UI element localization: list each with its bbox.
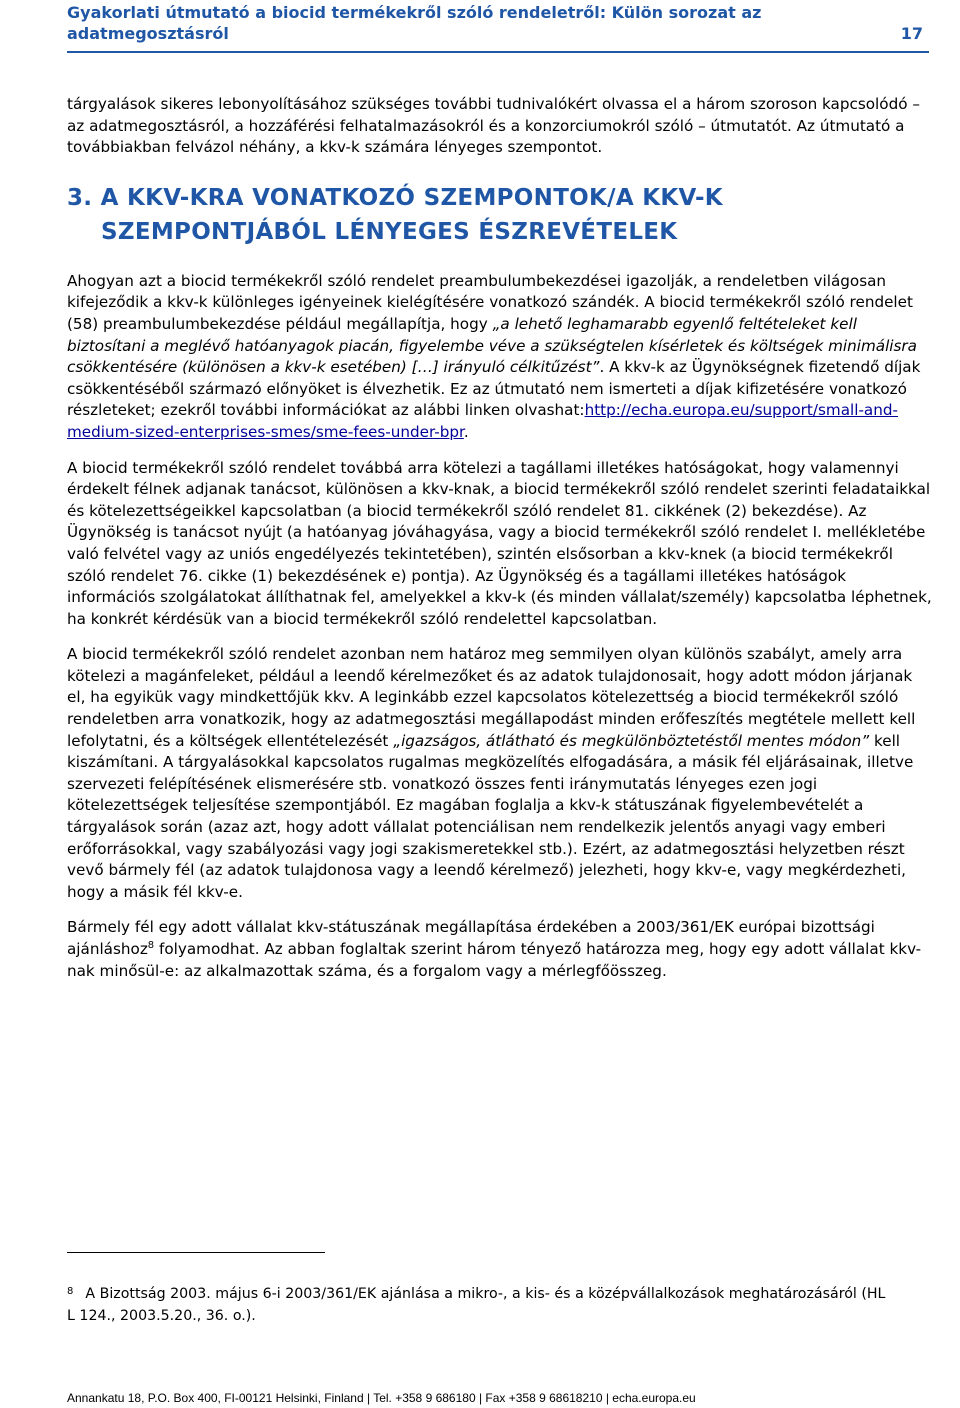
page-number: 17 [900,24,923,43]
footnote-reference[interactable]: 8 [147,939,155,951]
intro-paragraph: tárgyalások sikeres lebonyolításához szükséges további tudnivalókért olvassa el a három szoroson kapcsolódó – az adatmegosztásról, a hozzáférési felhatalmazásokról és a konzorciumokról szóló – útmutatót. Az útmutató a továbbiakban felvázol néhány, a kkv-k számára lényeges szempontot. [67,95,920,157]
paragraph-data-sharing-obligations [67,644,933,903]
paragraph-sme-status [67,917,933,982]
page-header [67,2,923,44]
paragraph-text: Bármely fél egy adott vállalat kkv-státuszának megállapítása érdekében a 2003/361/EK európai bizottsági ajánláshoz [67,918,875,958]
quoted-requirement: „igazságos, átlátható és megkülönböztetéstől mentes módon” [393,731,870,750]
main-content [67,94,933,996]
header-divider [67,51,929,53]
footnote [67,1283,897,1327]
footnote-text: A Bizottság 2003. május 6-i 2003/361/EK ajánlása a mikro-, a kis- és a középvállalkozások meghatározásáról (HL L 124., 2003.5.20., 36. o.). [67,1286,886,1324]
footnote-number: 8 [67,1286,74,1297]
document-title: Gyakorlati útmutató a biocid termékekről szóló rendeletről: Külön sorozat az adatmegosztásról [67,3,762,43]
footnote-divider [67,1252,325,1253]
page-footer: Annankatu 18, P.O. Box 400, FI-00121 Helsinki, Finland | Tel. +358 9 686180 | Fax +358 9 68618210 | echa.europa.eu [67,1391,696,1405]
paragraph-text: . A kkv-k az Ügynökségnek fizetendő díjak csökkentéséből származó előnyöket is élvezhetik. Ez az útmutató nem ismerteti a díjak kifizetésére vonatkozó részleteket; ezekről további információkat az alábbi linken olvashat: [67,358,921,420]
paragraph-text: kell kiszámítani. A tárgyalásokkal kapcsolatos rugalmas megközelítés elfogadására, a másik fél eljárásainak, illetve szervezeti felépítésének elismerésére stb. vonatkozó összes fenti iránymutatás lényeges ezen jogi kötelezettségek teljesítése szempontjából. Ez magában foglalja a kkv-k státuszának figyelembevételét a tárgyalások során (azaz azt, hogy adott vállalat potenciálisan nem rendelkezik jelentős anyagi vagy emberi erőforrásokkal, vagy szabályozási vagy jogi szakismeretekkel stb.). Ezért, az adatmegosztási helyzetben részt vevő bármely fél (az adatok tulajdonosa vagy a leendő kérelmező) jelezheti, hogy kkv-e, vagy megkérdezheti, hogy a másik fél kkv-e. [67,731,914,901]
paragraph-text: . [463,422,469,441]
sme-fees-link[interactable]: http://echa.europa.eu/support/small-and-medium-sized-enterprises-smes/sme-fees-under-bpr [67,401,898,441]
paragraph-text: A biocid termékekről szóló rendelet azonban nem határoz meg semmilyen olyan különös szabályt, amely arra kötelezi a magánfeleket, például a leendő kérelmezőket és az adatok tulajdonosait, hogy adott módon járjanak el, ha egyikük vagy mindkettőjük kkv. A leginkább ezzel kapcsolatos kötelezettség a biocid termékekről szóló rendeletben arra vonatkozik, hogy az adatmegosztási megállapodást minden erőfeszítés megtétele mellett kell lefolytatni, és a költségek ellentételezését [67,645,916,750]
section-heading: 3. A KKV-KRA VONATKOZÓ SZEMPONTOK/A KKV-K SZEMPONTJÁBÓL LÉNYEGES ÉSZREVÉTELEK [67,184,723,245]
quoted-recital: „a lehető leghamarabb egyenlő feltételeket kell biztosítani a meglévő hatóanyagok piacán, figyelembe véve a szükségtelen kísérletek és költségek minimálisra csökkentésére (különösen a kkv-k esetében) […] irányuló célkitűzést” [67,314,917,377]
paragraph-authority-advice: A biocid termékekről szóló rendelet továbbá arra kötelezi a tagállami illetékes hatóságokat, hogy valamennyi érdekelt félnek adjanak tanácsot, különösen a kkv-knak, a biocid termékekről szóló rendelet szerinti feladataikkal és kötelezettségeikkel kapcsolatban (a biocid termékekről szóló rendelet 81. cikkének (2) bekezdése). Az Ügynökség is tanácsot nyújt (a hatóanyag jóváhagyása, vagy a biocid termékekről szóló rendelet I. mellékletébe való felvétel vagy az uniós engedélyezés tekintetében), szintén elsősorban a kkv-knek (a biocid termékekről szóló rendelet 76. cikke (1) bekezdésének e) pontja). Az Ügynökség és a tagállami illetékes hatóságok információs szolgálatokat állíthatnak fel, amelyekkel a kkv-k (és minden vállalat/személy) kapcsolatba léphetnek, ha konkrét kérdésük van a biocid termékekről szóló rendelettel kapcsolatban. [67,458,932,628]
paragraph-sme-considerations [67,271,933,444]
paragraph-text: folyamodhat. Az abban foglaltak szerint három tényező határozza meg, hogy egy adott vállalat kkv-nak minősül-e: az alkalmazottak száma, és a forgalom vagy a mérlegfőösszeg. [67,940,922,980]
paragraph-text: Ahogyan azt a biocid termékekről szóló rendelet preambulumbekezdései igazolják, a rendeletben világosan kifejeződik a kkv-k különleges igényeinek kielégítésére vonatkozó szándék. A biocid termékekről szóló rendelet (58) preambulumbekezdése például megállapítja, hogy [67,271,913,333]
